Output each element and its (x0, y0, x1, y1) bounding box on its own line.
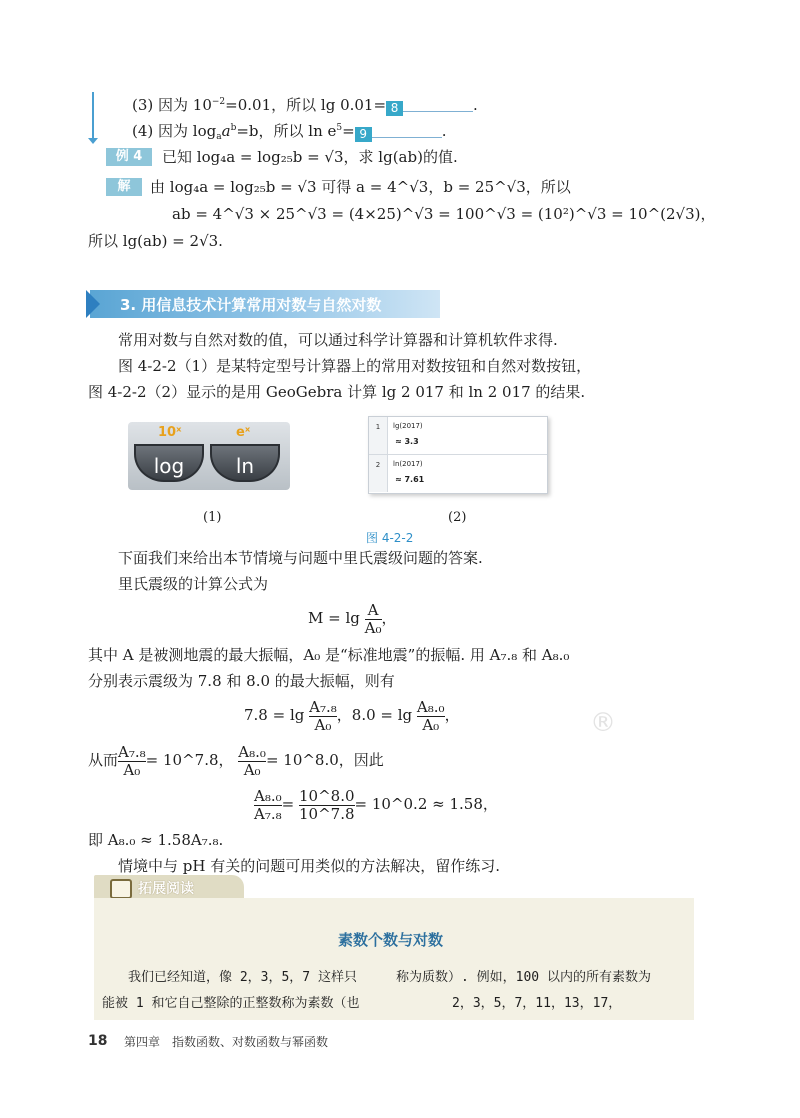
solution-tag: 解 (106, 178, 142, 196)
section-banner (90, 290, 440, 318)
figure-label-2: (2) (448, 510, 467, 525)
equation-powers: 从而 $\frac{\text{A₇.₈}}{\text{A₀}}$ = 10^7.8， $\frac{\text{A₈.₀}}{\text{A₀}}$ = 10^8.0，因此 (88, 742, 384, 779)
paragraph-5b: 分别表示震级为 7.8 和 8.0 的最大振幅，则有 (88, 672, 395, 690)
figure-caption: 图 4-2-2 (366, 531, 414, 545)
margin-bar (92, 92, 94, 142)
log-key: log (134, 444, 204, 482)
section-title: 3. 用信息技术计算常用对数与自然对数 (120, 296, 382, 314)
answer-box-9[interactable]: 9 (355, 127, 372, 142)
solution-line-1: 由 log₄a = log₂₅b = √3 可得 a = 4^√3，b = 25^√3，所以 (150, 178, 571, 196)
paragraph-7: 情境中与 pH 有关的问题可用类似的方法解决，留作练习. (118, 857, 500, 875)
paragraph-4: 里氏震级的计算公式为 (118, 575, 269, 593)
figure-label-1: (1) (203, 510, 222, 525)
banner-arrow-icon (86, 290, 100, 318)
paragraph-6: 即 A₈.₀ ≈ 1.58A₇.₈. (88, 831, 224, 849)
reading-line-1b: 称为质数）. 例如，100 以内的所有素数为 (396, 970, 651, 985)
paragraph-3: 下面我们来给出本节情境与问题中里氏震级问题的答案. (118, 549, 483, 567)
margin-arrow-icon (88, 138, 98, 144)
page-number: 18 (88, 1033, 108, 1049)
extended-reading-box (94, 898, 694, 1020)
paragraph-2a: 图 4-2-2（1）是某特定型号计算器上的常用对数按钮和自然对数按钮， (118, 357, 592, 375)
chapter-title: 第四章 指数函数、对数函数与幂函数 (124, 1035, 329, 1049)
calculator-image (128, 422, 290, 490)
reading-line-2b: 2，3，5，7，11，13，17， (452, 996, 622, 1011)
book-icon (110, 879, 132, 899)
equation-ratio: $\frac{\text{A₈.₀}}{\text{A₇.₈}}$ = $\frac{10\^{}8.0}{10\^{}7.8}$ = 10^0.2 ≈ 1.58， (254, 786, 498, 823)
paragraph-2b: 图 4-2-2（2）显示的是用 GeoGebra 计算 lg 2 017 和 ln 2 017 的结果. (88, 383, 586, 401)
answer-line (403, 111, 473, 112)
example-statement: 已知 log₄a = log₂₅b = √3，求 lg(ab)的值. (162, 148, 458, 166)
equation-magnitudes: 7.8 = lg $\frac{\text{A₇.₈}}{\text{A₀}}$ ，8.0 = lg $\frac{\text{A₈.₀}}{\text{A₀}}$ ， (244, 697, 460, 734)
reading-tab-label: 拓展阅读 (138, 881, 194, 897)
reading-line-2a: 能被 1 和它自己整除的正整数称为素数（也 (102, 996, 360, 1011)
geogebra-row: 1 lg(2017) ≈ 3.3 (369, 417, 547, 455)
paragraph-5a: 其中 A 是被测地震的最大振幅，A₀ 是“标准地震”的振幅. 用 A₇.₈ 和 A₈.₀ (88, 646, 570, 664)
geogebra-panel (368, 416, 548, 494)
watermark-registered: ® (590, 708, 616, 738)
calc-label-ex: eˣ (236, 425, 251, 440)
example-tag: 例 4 (106, 148, 152, 166)
reading-title: 素数个数与对数 (338, 931, 444, 949)
paragraph-1: 常用对数与自然对数的值，可以通过科学计算器和计算机软件求得. (118, 331, 558, 349)
calc-label-10x: 10ˣ (158, 425, 182, 440)
reading-line-1a: 我们已经知道，像 2，3，5，7 这样只 (128, 970, 357, 985)
geogebra-row: 2 ln(2017) ≈ 7.61 (369, 455, 547, 492)
exercise-item-4: (4) 因为 $\log_aa^b=b$，所以 $\ln e^5= 9$ . (132, 122, 447, 142)
reading-tab (94, 875, 244, 899)
answer-box-8[interactable]: 8 (386, 101, 403, 116)
solution-line-3: 所以 lg(ab) = 2√3. (88, 232, 223, 250)
formula-magnitude: M = lg $\frac{A}{\text{A₀}}$ ， (308, 600, 397, 637)
exercise-item-3: (3) 因为 $10^{-2}=0.01$，所以 lg 0.01= 8 . (132, 96, 478, 115)
answer-line (372, 137, 442, 138)
ln-key: ln (210, 444, 280, 482)
solution-line-2: ab = 4^√3 × 25^√3 = (4×25)^√3 = 100^√3 = (10²)^√3 = 10^(2√3)， (172, 205, 716, 223)
